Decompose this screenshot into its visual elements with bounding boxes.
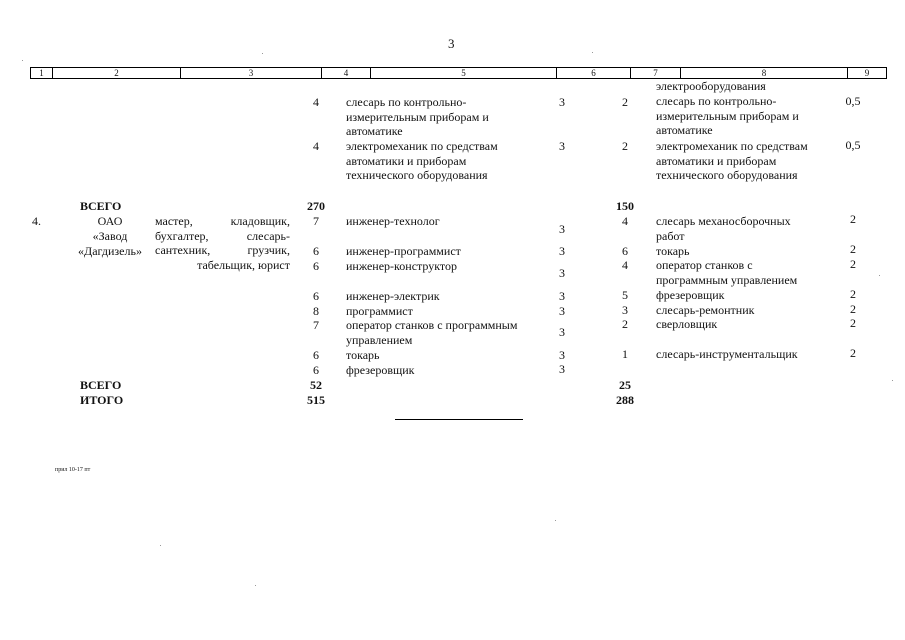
cell-c4: 8 (313, 304, 319, 318)
cell-c8: токарь (656, 244, 690, 258)
scan-speck (22, 60, 23, 61)
header-col: 5 (371, 68, 557, 78)
cell-c7: 6 (622, 244, 628, 258)
cell-c5: фрезеровщик (346, 363, 415, 377)
org-name-line: «Завод (92, 229, 128, 243)
cell-c9: 2 (850, 302, 856, 316)
header-col: 4 (322, 68, 371, 78)
cell-c5: слесарь по контрольно-измерительным приборам и автоматике (346, 95, 489, 138)
cell-c4: 4 (313, 95, 319, 109)
cell-c6: 3 (559, 325, 565, 339)
divider-rule (395, 419, 523, 420)
cell-c6: 3 (559, 222, 565, 236)
cell-c6: 3 (559, 95, 565, 109)
positions-list (155, 214, 290, 272)
total-c4: 270 (307, 199, 325, 213)
cell-c8: оператор станков с программным управлением (656, 258, 798, 287)
cell-c5: инженер-электрик (346, 289, 440, 303)
cell-c4: 7 (313, 318, 319, 332)
cell-c9: 2 (850, 212, 856, 226)
cell-c7: 1 (622, 347, 628, 361)
scan-speck (892, 380, 893, 381)
header-col: 1 (31, 68, 53, 78)
positions-line: бухгалтер, слесарь- (155, 228, 290, 243)
cell-c7: 4 (622, 258, 628, 272)
cell-c5: программист (346, 304, 413, 318)
cell-c4: 6 (313, 348, 319, 362)
cell-c4: 6 (313, 363, 319, 377)
header-col: 8 (681, 68, 848, 78)
cell-c8: слесарь по контрольно-измерительным приборам и автоматике (656, 94, 799, 137)
cell-c5: электромеханик по средствам автоматики и приборам технического оборудования (346, 139, 498, 182)
cell-c5: токарь (346, 348, 380, 362)
cell-c5: инженер-программист (346, 244, 461, 258)
cell-c6: 3 (559, 139, 565, 153)
cell-c5: инженер-технолог (346, 214, 440, 228)
cell-c9: 2 (850, 316, 856, 330)
cell-c9: 0,5 (845, 138, 861, 152)
header-col: 7 (631, 68, 681, 78)
org-name-line: ОАО (97, 214, 123, 228)
positions-line: табельщик, юрист (197, 257, 290, 272)
scan-speck (555, 520, 556, 521)
total-c7: 25 (619, 378, 631, 392)
total-c7: 150 (616, 199, 634, 213)
cell-c8: фрезеровщик (656, 288, 725, 302)
positions-line: мастер, кладовщик, (155, 214, 290, 228)
scan-speck (262, 53, 263, 54)
scan-speck (879, 275, 880, 276)
cell-c4: 6 (313, 259, 319, 273)
page-number: 3 (448, 36, 455, 51)
cell-c9: 2 (850, 287, 856, 301)
cell-c7: 2 (622, 317, 628, 331)
cell-c8: сверловщик (656, 317, 718, 331)
continued-cell: электрооборудования (656, 79, 766, 93)
positions-line: сантехник, грузчик, (155, 243, 290, 257)
cell-c4: 7 (313, 214, 319, 228)
scan-speck (160, 545, 161, 546)
header-col: 3 (181, 68, 322, 78)
cell-c4: 6 (313, 289, 319, 303)
scan-speck (592, 52, 593, 53)
cell-c6: 3 (559, 304, 565, 318)
cell-c7: 5 (622, 288, 628, 302)
cell-c8: электромеханик по средствам автоматики и приборам технического оборудования (656, 139, 808, 182)
header-col: 9 (864, 68, 870, 78)
cell-c9: 2 (850, 242, 856, 256)
header-col: 2 (53, 68, 181, 78)
scan-speck (255, 585, 256, 586)
cell-c7: 3 (622, 303, 628, 317)
cell-c7: 4 (622, 214, 628, 228)
cell-c6: 3 (559, 348, 565, 362)
cell-c5: инженер-конструктор (346, 259, 458, 273)
cell-c5: оператор станков с программным управлением (346, 318, 518, 347)
grand-total-c7: 288 (616, 393, 634, 407)
cell-c4: 6 (313, 244, 319, 258)
org-name-line: «Дагдизель» (78, 244, 142, 258)
cell-c7: 2 (622, 95, 628, 109)
cell-c8: слесарь-ремонтник (656, 303, 755, 317)
cell-c6: 3 (559, 289, 565, 303)
cell-c8: слесарь механосборочных работ (656, 214, 791, 243)
cell-c7: 2 (622, 139, 628, 153)
row-number: 4. (32, 214, 41, 228)
cell-c9: 2 (850, 346, 856, 360)
grand-total-label: ИТОГО (80, 393, 124, 407)
header-col: 6 (557, 68, 631, 78)
cell-c6: 3 (559, 266, 565, 280)
column-number-header (30, 67, 887, 79)
total-c4: 52 (310, 378, 322, 392)
cell-c6: 3 (559, 244, 565, 258)
total-label: ВСЕГО (80, 199, 122, 213)
cell-c9: 2 (850, 257, 856, 271)
cell-c8: слесарь-инструментальщик (656, 347, 798, 361)
cell-c4: 4 (313, 139, 319, 153)
grand-total-c4: 515 (307, 393, 325, 407)
total-label: ВСЕГО (80, 378, 122, 392)
cell-c9: 0,5 (845, 94, 861, 108)
footnote: прил 10-17 пт (55, 467, 91, 473)
cell-c6: 3 (559, 362, 565, 376)
